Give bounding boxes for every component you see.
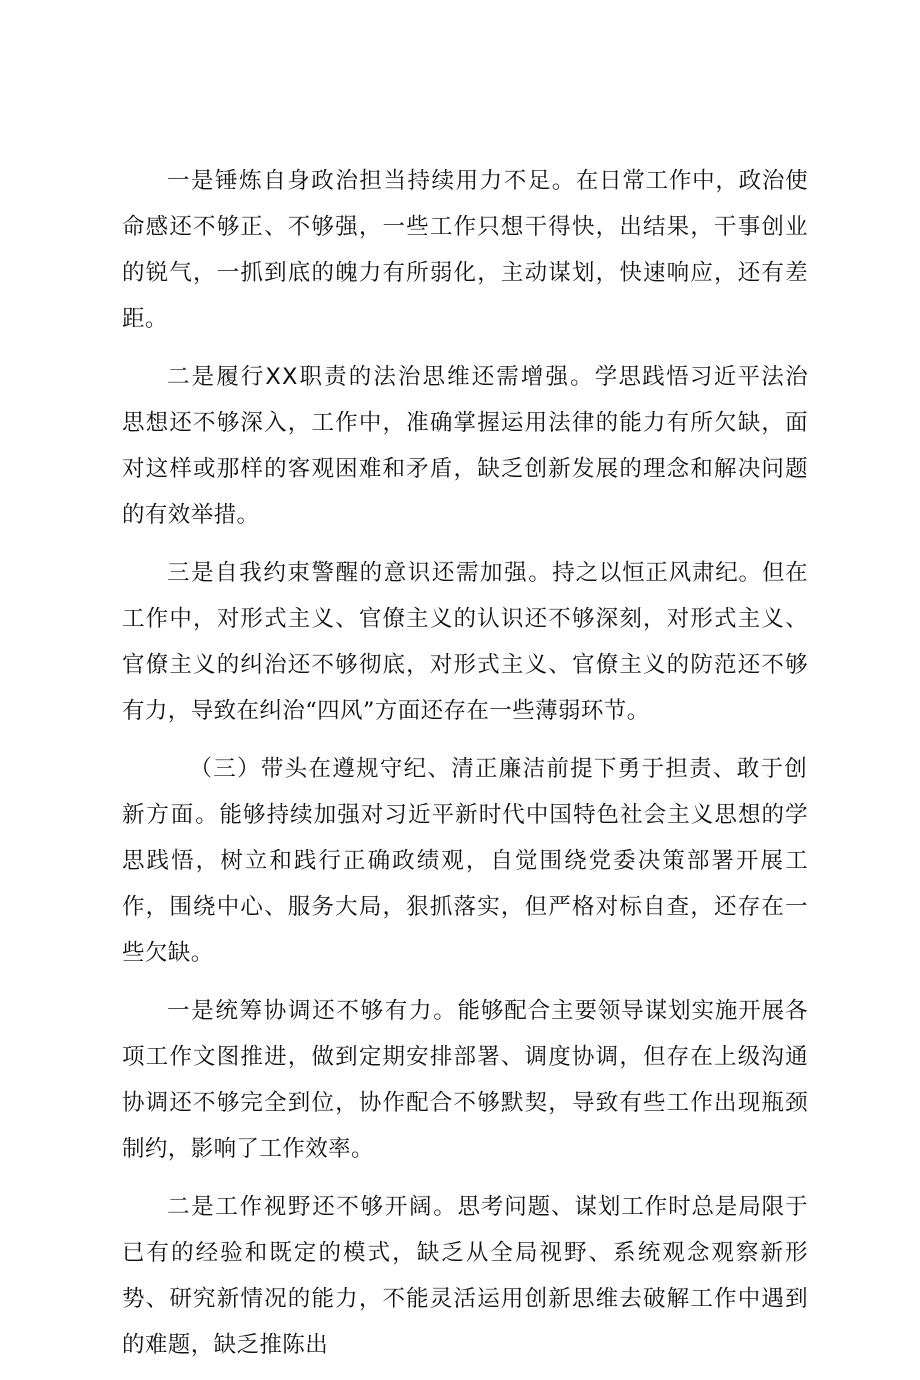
paragraph-text: 学思践悟习近平法治思想还不够深入，工作中，准确掌握运用法律的能力有所欠缺，面对这样或那样的客观困难和矛盾，缺乏创新发展的理念和解决问题的有效举措。 bbox=[122, 364, 808, 528]
paragraph-text: 能够持续加强对习近平新时代中国特色社会主义思想的学思践悟，树立和践行正确政绩观，自觉围绕党委决策部署开展工作，围绕中心、服务大局，狠抓落实，但严格对标自查，还存在一些欠缺。 bbox=[122, 802, 808, 966]
paragraph-text: 持之以恒正风肃纪。但在工作中，对形式主义、官僚主义的认识还不够深刻，对形式主义、官僚主义的纠治还不够彻底，对形式主义、官僚主义的防范还不够有力，导致在纠治“四风”方面还存在一些薄弱环节。 bbox=[122, 560, 809, 724]
paragraph-coordination bbox=[122, 988, 808, 1172]
paragraph-text: 思考问题、谋划工作时总是局限于已有的经验和既定的模式，缺乏从全局视野、系统观念观察新形势、研究新情况的能力，不能灵活运用创新思维去破解工作中遇到的难题，缺乏推陈出 bbox=[122, 1194, 808, 1358]
paragraph-heading: 二是工作视野还不够开阔。 bbox=[167, 1194, 458, 1220]
section-title: （三）带头在遵规守纪、清正廉洁前提下勇于担责、敢于创新方面。 bbox=[122, 756, 808, 828]
paragraph-self-discipline bbox=[122, 550, 808, 734]
paragraph-text: 在日常工作中，政治使命感还不够正、不够强，一些工作只想干得快，出结果，干事创业的锐气，一抓到底的魄力有所弱化，主动谋划，快速响应，还有差距。 bbox=[122, 168, 808, 332]
paragraph-heading: 三是自我约束警醒的意识还需加强。 bbox=[167, 560, 553, 586]
paragraph-heading: 二是履行XX职责的法治思维还需增强。 bbox=[167, 364, 595, 390]
paragraph-work-vision bbox=[122, 1184, 808, 1368]
paragraph-rule-of-law-thinking bbox=[122, 354, 808, 538]
paragraph-text: 能够配合主要领导谋划实施开展各项工作文图推进，做到定期安排部署、调度协调，但存在上级沟通协调还不够完全到位，协作配合不够默契，导致有些工作出现瓶颈制约，影响了工作效率。 bbox=[122, 998, 808, 1162]
section-heading-three bbox=[122, 746, 808, 976]
paragraph-heading: 一是统筹协调还不够有力。 bbox=[167, 998, 458, 1024]
document-body bbox=[122, 158, 808, 1380]
paragraph-political-responsibility bbox=[122, 158, 808, 342]
paragraph-heading: 一是锤炼自身政治担当持续用力不足。 bbox=[167, 168, 576, 194]
